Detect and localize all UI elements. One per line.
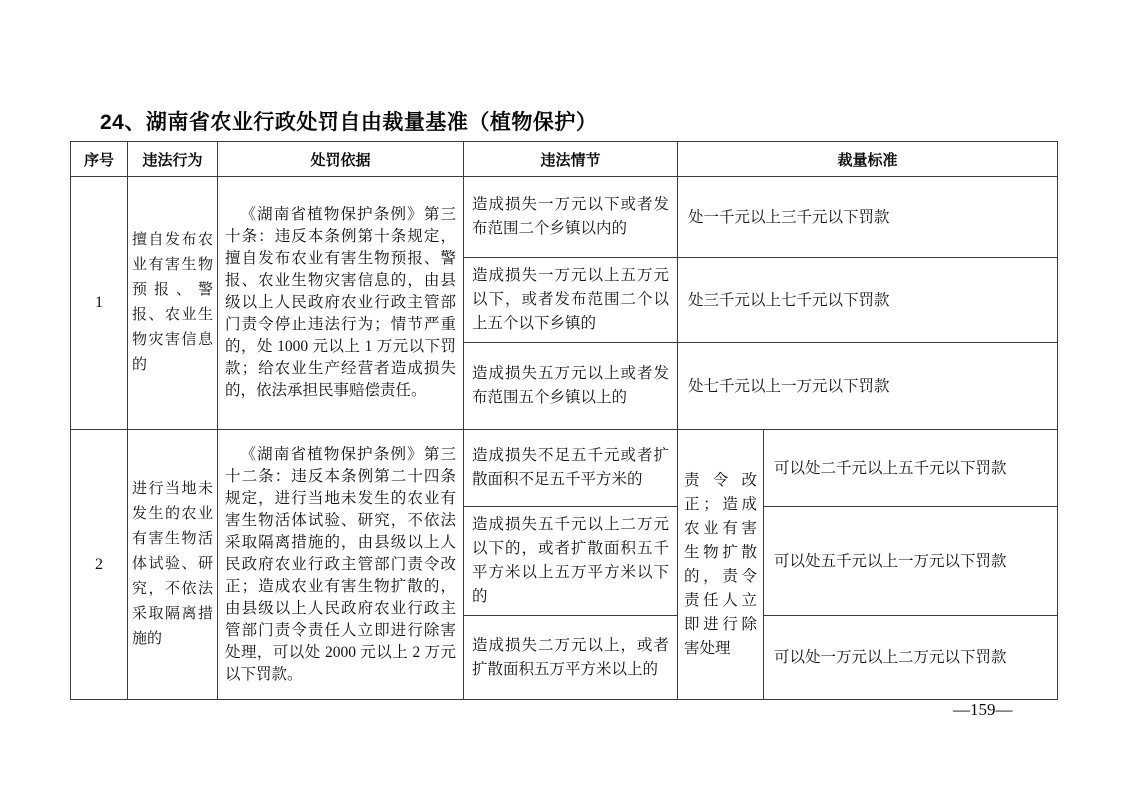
cell-circumstance-2-3: 造成损失二万元以上，或者扩散面积五万平方米以上的	[464, 616, 678, 700]
header-standard: 裁量标准	[678, 142, 1058, 177]
page-number: —159—	[953, 700, 1013, 719]
behavior-text: 擅自发布农业有害生物预报、警报、农业生物灾害信息的	[132, 232, 213, 373]
behavior-text: 进行当地未发生的农业有害生物活体试验、研究，不依法采取隔离措施的	[132, 481, 213, 647]
cell-standard-2-3: 可以处一万元以上二万元以下罚款	[764, 616, 1058, 700]
cell-standard-1-2: 处三千元以上七千元以下罚款	[678, 258, 1058, 343]
basis-text: 《湖南省植物保护条例》第三十条：违反本条例第十条规定，擅自发布农业有害生物预报、警报、农业生物灾害信息的，由县级以上人民政府农业行政主管部门责令停止违法行为；情节严重的，处 1000 元以上 1 万元以下罚款；给农业生产经营者造成损失的，依法承担民事赔偿责任。	[225, 206, 456, 399]
cell-standard-1-1: 处一千元以上三千元以下罚款	[678, 177, 1058, 258]
table-row	[71, 177, 1058, 258]
cell-behavior-2	[128, 430, 218, 700]
cell-standard-2-2: 可以处五千元以上一万元以下罚款	[764, 507, 1058, 616]
document-title: 24、湖南省农业行政处罚自由裁量基准（植物保护）	[100, 111, 598, 134]
basis-text: 《湖南省植物保护条例》第三十二条：违反本条例第二十四条规定，进行当地未发生的农业有害生物活体试验、研究，不依法采取隔离措施的，由县级以上人民政府农业行政主管部门责令改正；造成农业有害生物扩散的，由县级以上人民政府农业行政主管部门责令责任人立即进行除害处理，可以处 2000 元以上 2 万元以下罚款。	[225, 445, 456, 683]
cell-standard-1-3: 处七千元以上一万元以下罚款	[678, 343, 1058, 430]
table-row	[71, 430, 1058, 507]
cell-basis-2	[218, 430, 464, 700]
header-circumstance: 违法情节	[464, 142, 678, 177]
cell-standard-2-1: 可以处二千元以上五千元以下罚款	[764, 430, 1058, 507]
cell-behavior-1	[128, 177, 218, 430]
cell-circumstance-2-2: 造成损失五千元以上二万元以下的，或者扩散面积五千平方米以上五万平方米以下的	[464, 507, 678, 616]
table-header-row	[71, 142, 1058, 177]
cell-standard-common-2	[678, 430, 764, 700]
cell-index-1: 1	[71, 177, 128, 430]
penalty-table	[70, 141, 1058, 700]
cell-circumstance-2-1: 造成损失不足五千元或者扩散面积不足五千平方米的	[464, 430, 678, 507]
header-behavior: 违法行为	[128, 142, 218, 177]
cell-circumstance-1-3: 造成损失五万元以上或者发布范围五个乡镇以上的	[464, 343, 678, 430]
standard-common-text: 责令改正；造成农业有害生物扩散的，责令责任人立即进行除害处理	[684, 471, 757, 657]
header-index: 序号	[71, 142, 128, 177]
header-basis: 处罚依据	[218, 142, 464, 177]
cell-circumstance-1-2: 造成损失一万元以上五万元以下，或者发布范围二个以上五个以下乡镇的	[464, 258, 678, 343]
cell-basis-1	[218, 177, 464, 430]
cell-circumstance-1-1: 造成损失一万元以下或者发布范围二个乡镇以内的	[464, 177, 678, 258]
cell-index-2: 2	[71, 430, 128, 700]
